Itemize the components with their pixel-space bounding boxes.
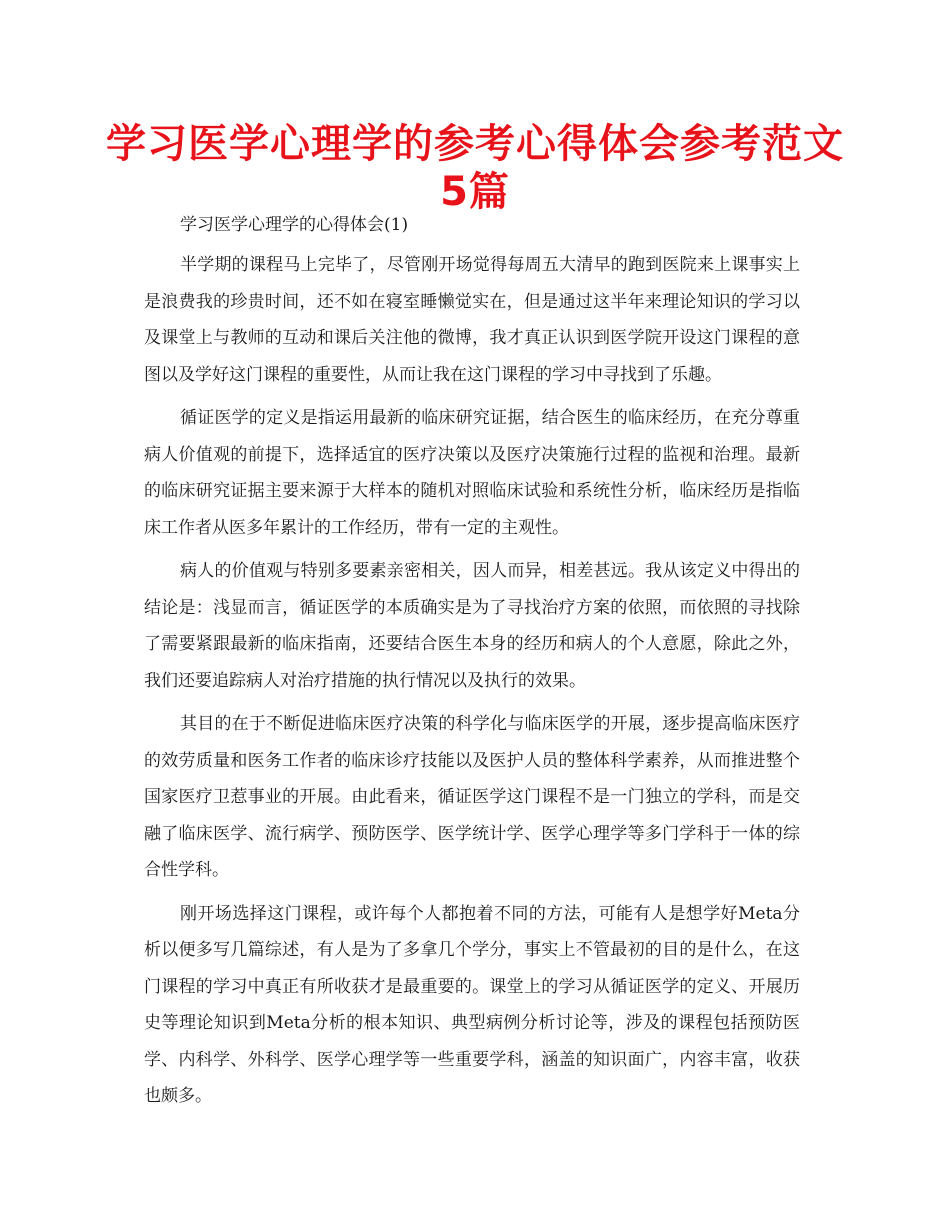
document-title-line-2: 5篇 [440, 169, 510, 215]
paragraph-3: 病人的价值观与特别多要素亲密相关，因人而异，相差甚远。我从该定义中得出的结论是：浅显而言，循证医学的本质确实是为了寻找治疗方案的依照，而依照的寻找除了需要紧跟最新的临床指南，还要结合医生本身的经历和病人的个人意愿，除此之外，我们还要追踪病人对治疗措施的执行情况以及执行的效果。 [144, 561, 800, 691]
paragraph-1: 半学期的课程马上完毕了，尽管刚开场觉得每周五大清早的跑到医院来上课事实上是浪费我的珍贵时间，还不如在寝室睡懒觉实在，但是通过这半年来理论知识的学习以及课堂上与教师的互动和课后关注他的微博，我才真正认识到医学院开设这门课程的意图以及学好这门课程的重要性，从而让我在这门课程的学习中寻找到了乐趣。 [144, 255, 800, 385]
document-title-line-1: 学习医学心理学的参考心得体会参考范文 [106, 121, 844, 167]
paragraph-2: 循证医学的定义是指运用最新的临床研究证据，结合医生的临床经历，在充分尊重病人价值观的前提下，选择适宜的医疗决策以及医疗决策施行过程的监视和治理。最新的临床研究证据主要来源于大样本的随机对照临床试验和系统性分析，临床经历是指临床工作者从医多年累计的工作经历，带有一定的主观性。 [144, 408, 800, 538]
document-body [144, 210, 800, 1122]
paragraph-5: 刚开场选择这门课程，或许每个人都抱着不同的方法，可能有人是想学好Meta分析以便多写几篇综述，有人是为了多拿几个学分，事实上不管最初的目的是什么，在这门课程的学习中真正有所收获才是最重要的。课堂上的学习从循证医学的定义、开展历史等理论知识到Meta分析的根本知识、典型病例分析讨论等，涉及的课程包括预防医学、内科学、外科学、医学心理学等一些重要学科，涵盖的知识面广，内容丰富，收获也颇多。 [144, 903, 800, 1106]
paragraph-4: 其目的在于不断促进临床医疗决策的科学化与临床医学的开展，逐步提高临床医疗的效劳质量和医务工作者的临床诊疗技能以及医护人员的整体科学素养，从而推进整个国家医疗卫惹事业的开展。由此看来，循证医学这门课程不是一门独立的学科，而是交融了临床医学、流行病学、预防医学、医学统计学、医学心理学等多门学科于一体的综合性学科。 [144, 714, 800, 880]
section-subtitle: 学习医学心理学的心得体会(1) [180, 215, 409, 235]
document-title [100, 120, 850, 216]
